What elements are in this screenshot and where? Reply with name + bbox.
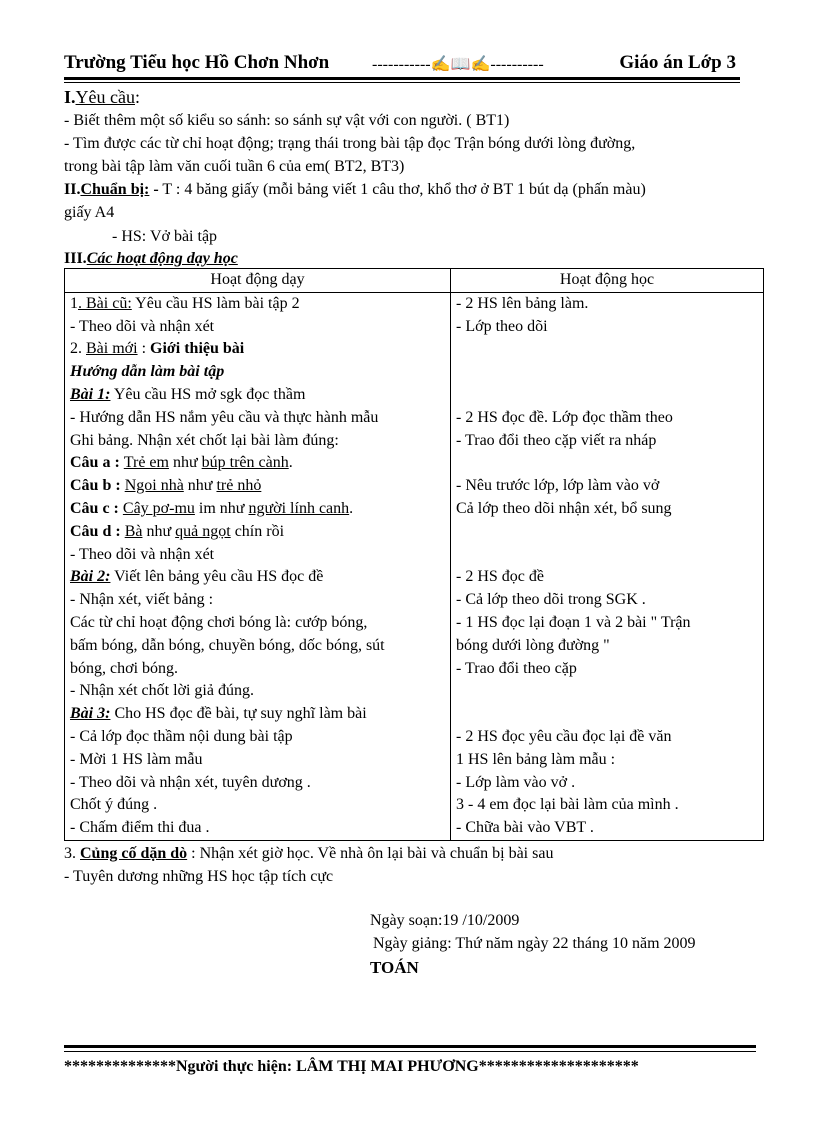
learn-line: - Trao đổi theo cặp viết ra nháp (456, 431, 657, 449)
column-header-learning: Hoạt động học (451, 269, 764, 293)
subject-title: TOÁN (370, 958, 419, 977)
header-rule-thick (64, 77, 740, 80)
learn-line: 3 - 4 em đọc lại bài làm của mình . (456, 796, 679, 814)
learning-activities (451, 292, 764, 840)
learn-line: - 1 HS đọc lại đoạn 1 và 2 bài " Trận (456, 613, 691, 631)
learn-line: - Lớp theo dõi (456, 317, 548, 335)
teach-line: bấm bóng, dẫn bóng, chuyền bóng, dốc bóng, sút (70, 636, 385, 654)
section-1-heading: I.Yêu cầu: (64, 87, 140, 107)
footer-rule-thin (64, 1051, 756, 1052)
section-1-line-1: - Biết thêm một số kiểu so sánh: so sánh sự vật với con người. ( BT1) (64, 112, 510, 129)
learn-line: - Nêu trước lớp, lớp làm vào vở (456, 477, 660, 495)
section-2-line-2: giấy A4 (64, 204, 115, 221)
teach-line: Bài 2: Viết lên bảng yêu cầu HS đọc đề (70, 568, 324, 586)
date-prepared: Ngày soạn:19 /10/2009 (370, 912, 520, 929)
teach-line: Bài 1: Yêu cầu HS mở sgk đọc thầm (70, 385, 306, 403)
teach-line: Các từ chỉ hoạt động chơi bóng là: cướp bóng, (70, 613, 368, 631)
learn-line: - Chữa bài vào VBT . (456, 819, 594, 837)
section-3-heading: III.Các hoạt động dạy học (64, 250, 238, 267)
teach-line: Câu a : Trẻ em như búp trên cành. (70, 454, 293, 472)
column-header-teaching: Hoạt động dạy (65, 269, 451, 293)
learn-line: - 2 HS đọc đề. Lớp đọc thầm theo (456, 408, 673, 426)
teach-line: - Chấm điểm thi đua . (70, 819, 210, 837)
lesson-plan-label: Giáo án Lớp 3 (619, 52, 736, 73)
teach-line: Câu b : Ngoi nhà như trẻ nhỏ (70, 477, 262, 495)
teach-line: bóng, chơi bóng. (70, 659, 179, 677)
header-rule-thin (64, 82, 740, 83)
learn-line: - 2 HS lên bảng làm. (456, 294, 589, 312)
activity-table (64, 268, 764, 841)
school-name: Trường Tiểu học Hồ Chơn Nhơn (64, 52, 330, 73)
learn-line: - Cả lớp theo dõi trong SGK . (456, 591, 646, 609)
section-2-line-3: - HS: Vở bài tập (112, 228, 218, 245)
learn-line: - 2 HS đọc yêu cầu đọc lại đề văn (456, 727, 672, 745)
date-taught: Ngày giảng: Thứ năm ngày 22 tháng 10 năm 2009 (373, 935, 696, 952)
teach-line: Chốt ý đúng . (70, 796, 158, 814)
section-1-line-3: trong bài tập làm văn cuối tuần 6 của em( BT2, BT3) (64, 158, 405, 175)
learn-line: - Lớp làm vào vở . (456, 773, 576, 791)
wrap-up-line-1: 3. Củng cố dặn dò : Nhận xét giờ học. Về nhà ôn lại bài và chuẩn bị bài sau (64, 845, 554, 862)
teach-line: - Mời 1 HS làm mẫu (70, 750, 203, 768)
teach-line: 2. Bài mới : Giới thiệu bài (70, 340, 245, 358)
teach-line: - Theo dõi và nhận xét, tuyên dương . (70, 773, 311, 791)
section-1-line-2: - Tìm được các từ chỉ hoạt động; trạng thái trong bài tập đọc Trận bóng dưới lòng đường, (64, 135, 636, 152)
teach-line: - Nhận xét chốt lời giả đúng. (70, 682, 254, 700)
learn-line: 1 HS lên bảng làm mẫu : (456, 750, 616, 768)
teach-line: - Theo dõi và nhận xét (70, 545, 215, 563)
teach-line: Bài 3: Cho HS đọc đề bài, tự suy nghĩ làm bài (70, 705, 367, 723)
footer-rule-thick (64, 1045, 756, 1048)
teach-line: - Nhận xét, viết bảng : (70, 591, 214, 609)
learn-line: - 2 HS đọc đề (456, 568, 544, 586)
learn-line: bóng dưới lòng đường " (456, 636, 610, 654)
wrap-up-line-2: - Tuyên dương những HS học tập tích cực (64, 868, 334, 885)
teach-line: - Hướng dẫn HS nắm yêu cầu và thực hành mẫu (70, 408, 379, 426)
section-2-heading: II.Chuẩn bị: - T : 4 băng giấy (mỗi bảng viết 1 câu thơ, khổ thơ ở BT 1 bút dạ (phấn màu) (64, 181, 646, 198)
teach-line: - Cả lớp đọc thầm nội dung bài tập (70, 727, 293, 745)
header-ornament: -----------✍📖✍---------- (372, 56, 544, 73)
teach-line: 1. Bài cũ: Yêu cầu HS làm bài tập 2 (70, 294, 300, 312)
teach-line: - Theo dõi và nhận xét (70, 317, 215, 335)
learn-line: Cả lớp theo dõi nhận xét, bổ sung (456, 499, 672, 517)
teaching-activities (65, 292, 451, 840)
teach-line: Ghi bảng. Nhận xét chốt lại bài làm đúng: (70, 431, 339, 449)
teach-line: Hướng dẫn làm bài tập (70, 363, 225, 381)
teach-line: Câu d : Bà như quả ngọt chín rồi (70, 522, 285, 540)
teach-line: Câu c : Cây pơ-mu im như người lính canh. (70, 499, 354, 517)
page-header (64, 52, 736, 76)
footer-author: **************Người thực hiện: LÂM THỊ MAI PHƯƠNG******************** (64, 1058, 639, 1075)
learn-line: - Trao đổi theo cặp (456, 659, 577, 677)
